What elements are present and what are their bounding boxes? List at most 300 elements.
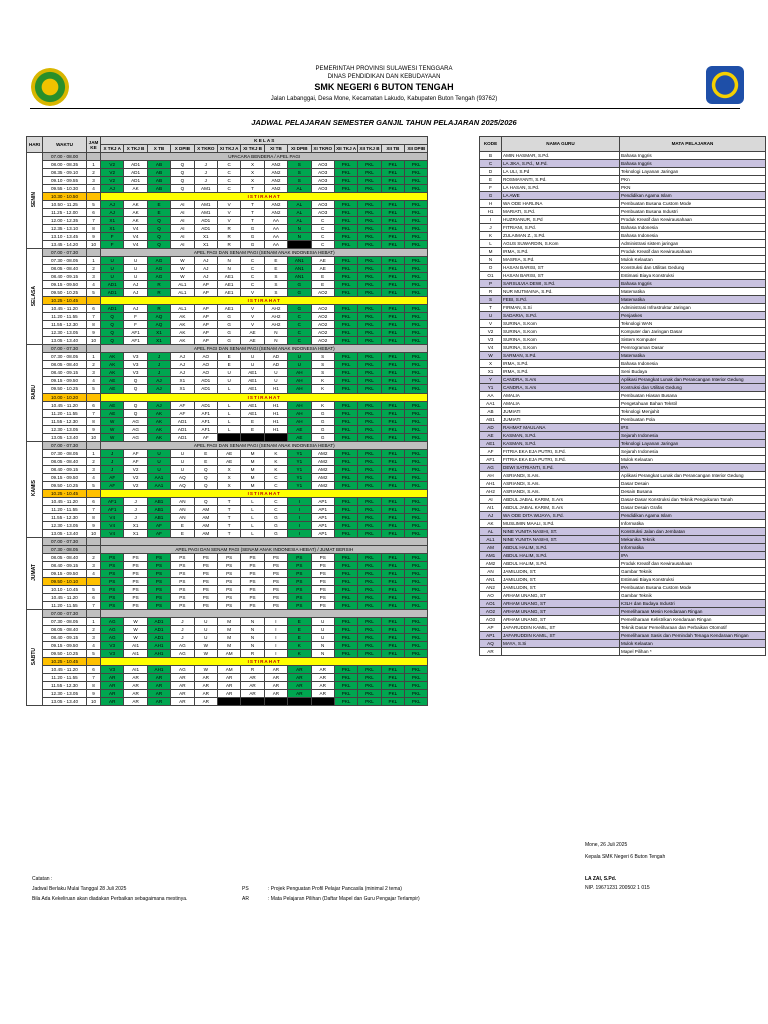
day-cell bbox=[27, 249, 43, 345]
teacher-subject: Bahasa Inggris bbox=[620, 159, 766, 167]
schedule-cell: PKL bbox=[358, 305, 381, 313]
schedule-cell: AR bbox=[311, 690, 334, 698]
schedule-cell: Y1 bbox=[288, 481, 311, 489]
schedule-cell: F bbox=[101, 233, 124, 241]
schedule-cell: PS bbox=[194, 601, 217, 609]
schedule-cell: E bbox=[217, 353, 240, 361]
merged-activity-cell bbox=[101, 537, 428, 545]
schedule-cell: PKL bbox=[358, 641, 381, 649]
schedule-cell: AN2 bbox=[264, 209, 287, 217]
schedule-cell: S bbox=[311, 369, 334, 377]
teacher-row bbox=[480, 263, 766, 271]
schedule-cell: N bbox=[241, 617, 264, 625]
period-cell: 6 bbox=[87, 401, 101, 409]
teacher-name: JAFARUDDIN KAMIL, ST bbox=[502, 624, 620, 632]
schedule-cell: PS bbox=[288, 569, 311, 577]
schedule-cell: AO3 bbox=[311, 185, 334, 193]
schedule-cell: PS bbox=[147, 593, 170, 601]
schedule-cell: Q bbox=[147, 233, 170, 241]
schedule-cell: L bbox=[217, 409, 240, 417]
teacher-code: AO3 bbox=[480, 616, 502, 624]
teacher-row bbox=[480, 600, 766, 608]
schedule-cell: PKL bbox=[334, 273, 357, 281]
schedule-cell: AR bbox=[217, 674, 240, 682]
teacher-row bbox=[480, 424, 766, 432]
schedule-cell: AF bbox=[147, 521, 170, 529]
teacher-name: FIRMAN, S.Si bbox=[502, 303, 620, 311]
time-cell: 13.05 - 13.40 bbox=[43, 698, 87, 706]
schedule-cell: AG bbox=[101, 625, 124, 633]
schedule-cell: V3 bbox=[124, 369, 147, 377]
schedule-cell: W bbox=[101, 433, 124, 441]
teacher-row bbox=[480, 632, 766, 640]
teacher-code: AH2 bbox=[480, 488, 502, 496]
schedule-cell: PKL bbox=[334, 161, 357, 169]
teacher-row bbox=[480, 448, 766, 456]
schedule-cell: PKL bbox=[334, 369, 357, 377]
teacher-row bbox=[480, 520, 766, 528]
teacher-name: ARHAM UNANG, ST bbox=[502, 600, 620, 608]
schedule-cell: PKL bbox=[405, 617, 428, 625]
teacher-code: K bbox=[480, 231, 502, 239]
teacher-row bbox=[480, 231, 766, 239]
schedule-cell: H1 bbox=[264, 409, 287, 417]
teacher-name: RAHMAT MAULANA bbox=[502, 424, 620, 432]
teacher-code: AO2 bbox=[480, 608, 502, 616]
schedule-cell: N bbox=[241, 641, 264, 649]
teacher-row bbox=[480, 616, 766, 624]
sign-nip: NIP. 19671231 200502 1 015 bbox=[585, 885, 650, 891]
period-cell: 1 bbox=[87, 353, 101, 361]
schedule-cell: AF1 bbox=[124, 329, 147, 337]
schedule-cell: PKL bbox=[381, 561, 404, 569]
schedule-cell: S bbox=[264, 281, 287, 289]
teacher-subject: Aplikasi Perangkat Lunak dan Perancangan Interior Gedung bbox=[620, 472, 766, 480]
schedule-cell: AA bbox=[264, 217, 287, 225]
schedule-cell: AE1 bbox=[217, 305, 240, 313]
schedule-cell: G bbox=[288, 305, 311, 313]
schedule-row bbox=[27, 329, 428, 337]
schedule-cell: PKL bbox=[334, 185, 357, 193]
schedule-cell: AF bbox=[124, 457, 147, 465]
schedule-cell: AM bbox=[217, 650, 240, 658]
schedule-cell: AQ bbox=[171, 473, 194, 481]
schedule-cell: E bbox=[288, 625, 311, 633]
schedule-row bbox=[27, 233, 428, 241]
teacher-code: AB1 bbox=[480, 416, 502, 424]
teacher-subject: Desain Busana bbox=[620, 488, 766, 496]
schedule-cell: PKL bbox=[358, 577, 381, 585]
teacher-name: LA AWE bbox=[502, 191, 620, 199]
schedule-cell: G bbox=[264, 529, 287, 537]
period-cell: 10 bbox=[87, 337, 101, 345]
schedule-cell: AE bbox=[241, 329, 264, 337]
schedule-cell: AH bbox=[288, 401, 311, 409]
schedule-cell: AO bbox=[194, 353, 217, 361]
merged-activity-cell bbox=[101, 609, 428, 617]
teacher-row bbox=[480, 215, 766, 223]
schedule-cell: T bbox=[217, 529, 240, 537]
class-header: X DPIB bbox=[171, 145, 194, 153]
teacher-name: HUZRIANUR, S.Pd bbox=[502, 215, 620, 223]
schedule-cell: V2 bbox=[101, 169, 124, 177]
schedule-cell: PKL bbox=[381, 201, 404, 209]
period-cell: 3 bbox=[87, 561, 101, 569]
teacher-row bbox=[480, 167, 766, 175]
schedule-row bbox=[27, 489, 428, 497]
merged-activity-cell: ISTIRAHAT bbox=[101, 193, 428, 201]
schedule-cell: AG bbox=[171, 641, 194, 649]
period-cell: 9 bbox=[87, 233, 101, 241]
schedule-cell: PKL bbox=[405, 473, 428, 481]
teacher-row bbox=[480, 544, 766, 552]
schedule-cell: H1 bbox=[264, 385, 287, 393]
teacher-subject: Mulok Kelautan bbox=[620, 640, 766, 648]
teacher-code: AH1 bbox=[480, 480, 502, 488]
schedule-cell: E bbox=[264, 265, 287, 273]
schedule-cell: G bbox=[217, 321, 240, 329]
teacher-subject: Gambar Teknik bbox=[620, 568, 766, 576]
schedule-cell: V2 bbox=[124, 473, 147, 481]
schedule-cell: PS bbox=[241, 553, 264, 561]
teacher-subject: Mulok Kelautan bbox=[620, 456, 766, 464]
schedule-cell: PS bbox=[288, 577, 311, 585]
schedule-cell: PKL bbox=[381, 553, 404, 561]
time-cell: 10.45 - 11.20 bbox=[43, 593, 87, 601]
time-cell: 07.00 - 07.30 bbox=[43, 345, 87, 353]
period-cell: 7 bbox=[87, 674, 101, 682]
schedule-cell: V bbox=[217, 201, 240, 209]
schedule-cell: X bbox=[241, 161, 264, 169]
teacher-subject: Gambar Teknik bbox=[620, 592, 766, 600]
teacher-code: L bbox=[480, 239, 502, 247]
schedule-cell: PKL bbox=[358, 682, 381, 690]
teacher-subject: Pendidikan Agama Islam bbox=[620, 191, 766, 199]
time-cell: 11.55 - 12.30 bbox=[43, 513, 87, 521]
teacher-row bbox=[480, 175, 766, 183]
teacher-code: E bbox=[480, 175, 502, 183]
schedule-cell: AH2 bbox=[264, 305, 287, 313]
teacher-code: B bbox=[480, 151, 502, 159]
period-cell: 3 bbox=[87, 273, 101, 281]
schedule-cell: AE bbox=[101, 401, 124, 409]
schedule-cell: AE1 bbox=[217, 273, 240, 281]
schedule-cell: E bbox=[241, 417, 264, 425]
schedule-row bbox=[27, 641, 428, 649]
schedule-cell: AH bbox=[288, 369, 311, 377]
schedule-cell: W bbox=[171, 273, 194, 281]
schedule-cell: PKL bbox=[358, 321, 381, 329]
class-header: XI TKJ B bbox=[241, 145, 264, 153]
schedule-cell: PKL bbox=[405, 625, 428, 633]
schedule-cell: C bbox=[241, 265, 264, 273]
schedule-cell: U bbox=[124, 257, 147, 265]
header-divider bbox=[30, 108, 740, 109]
schedule-cell: AR bbox=[194, 682, 217, 690]
schedule-cell: PKL bbox=[381, 593, 404, 601]
teacher-name: SADARIA, S.Pd. bbox=[502, 311, 620, 319]
schedule-cell: V2 bbox=[101, 177, 124, 185]
period-cell: 3 bbox=[87, 633, 101, 641]
schedule-cell: V3 bbox=[101, 666, 124, 674]
notes-heading: Catatan : bbox=[32, 876, 53, 882]
teacher-row bbox=[480, 295, 766, 303]
schedule-cell: PKL bbox=[358, 377, 381, 385]
schedule-cell: PKL bbox=[405, 690, 428, 698]
schedule-cell: AE1 bbox=[241, 385, 264, 393]
teacher-name: DEWI SATRIANTI, S.Pd. bbox=[502, 464, 620, 472]
time-cell: 09.15 - 09.50 bbox=[43, 281, 87, 289]
schedule-row bbox=[27, 633, 428, 641]
teacher-subject: Seni Budaya bbox=[620, 367, 766, 375]
schedule-cell: AO2 bbox=[311, 321, 334, 329]
schedule-cell: PKL bbox=[405, 505, 428, 513]
schedule-cell: J bbox=[171, 633, 194, 641]
schedule-cell: PKL bbox=[334, 209, 357, 217]
schedule-cell: PS bbox=[124, 585, 147, 593]
period-cell: 3 bbox=[87, 369, 101, 377]
schedule-cell: I bbox=[264, 633, 287, 641]
schedule-cell: PKL bbox=[358, 561, 381, 569]
schedule-cell: PKL bbox=[381, 185, 404, 193]
schedule-cell: C bbox=[217, 161, 240, 169]
teacher-row bbox=[480, 191, 766, 199]
schedule-cell: U bbox=[124, 265, 147, 273]
schedule-cell: PS bbox=[217, 569, 240, 577]
day-cell bbox=[27, 345, 43, 441]
teacher-row bbox=[480, 247, 766, 255]
schedule-cell: PKL bbox=[358, 433, 381, 441]
teacher-subject: Konstruksi Jalan dan Jembatan bbox=[620, 528, 766, 536]
schedule-row bbox=[27, 601, 428, 609]
schedule-cell: PS bbox=[217, 585, 240, 593]
teacher-subject: Sejarah Indonesia bbox=[620, 448, 766, 456]
teacher-code: H bbox=[480, 199, 502, 207]
time-cell: 10.00 - 10.20 bbox=[43, 393, 87, 401]
teacher-code: M bbox=[480, 247, 502, 255]
teacher-name: HASAN BARISI, ST bbox=[502, 271, 620, 279]
schedule-cell: PS bbox=[171, 601, 194, 609]
period-cell bbox=[87, 249, 101, 257]
schedule-cell: C bbox=[311, 241, 334, 249]
teacher-name: MUSLIMIN MAALI, S.Pd. bbox=[502, 520, 620, 528]
period-cell: 4 bbox=[87, 377, 101, 385]
schedule-cell: PS bbox=[311, 561, 334, 569]
note-1: Jadwal Berlaku Mulai Tanggal 28 Juli 2025 bbox=[32, 886, 127, 892]
schedule-cell: AK bbox=[171, 313, 194, 321]
schedule-cell: PKL bbox=[381, 457, 404, 465]
schedule-row bbox=[27, 666, 428, 674]
teacher-row bbox=[480, 608, 766, 616]
schedule-row bbox=[27, 658, 428, 666]
schedule-cell: AD1 bbox=[101, 305, 124, 313]
schedule-cell: AP bbox=[194, 337, 217, 345]
schedule-row bbox=[27, 241, 428, 249]
schedule-cell: PS bbox=[241, 601, 264, 609]
schedule-cell: PKL bbox=[405, 361, 428, 369]
teacher-name: SURINA, S.Kom bbox=[502, 327, 620, 335]
schedule-cell: PKL bbox=[405, 265, 428, 273]
teacher-code: AQ bbox=[480, 640, 502, 648]
schedule-cell: PKL bbox=[381, 361, 404, 369]
schedule-row bbox=[27, 345, 428, 353]
schedule-cell: AO bbox=[194, 361, 217, 369]
teacher-code: O1 bbox=[480, 271, 502, 279]
schedule-cell: AJ bbox=[194, 265, 217, 273]
teacher-row bbox=[480, 488, 766, 496]
schedule-cell: AR bbox=[194, 674, 217, 682]
schedule-cell: PKL bbox=[405, 417, 428, 425]
teacher-name: ARHAM UNANG, ST bbox=[502, 592, 620, 600]
schedule-cell: Q bbox=[124, 377, 147, 385]
time-cell: 09.15 - 09.50 bbox=[43, 641, 87, 649]
schedule-cell: U bbox=[217, 377, 240, 385]
teacher-row bbox=[480, 183, 766, 191]
schedule-cell: M bbox=[241, 457, 264, 465]
schedule-cell: S bbox=[288, 169, 311, 177]
schedule-cell: L bbox=[241, 529, 264, 537]
schedule-cell: AH bbox=[288, 409, 311, 417]
teacher-name: JAFARUDDIN KAMIL, ST bbox=[502, 632, 620, 640]
schedule-cell: AE bbox=[241, 337, 264, 345]
teacher-code: N bbox=[480, 255, 502, 263]
teacher-row bbox=[480, 319, 766, 327]
schedule-cell: AL bbox=[288, 185, 311, 193]
schedule-cell: U bbox=[311, 625, 334, 633]
teacher-code: AP bbox=[480, 624, 502, 632]
schedule-cell: PS bbox=[311, 585, 334, 593]
schedule-cell: AH1 bbox=[147, 666, 170, 674]
schedule-cell: PKL bbox=[334, 433, 357, 441]
schedule-cell: PKL bbox=[381, 305, 404, 313]
schedule-cell: X1 bbox=[101, 217, 124, 225]
schedule-cell: S bbox=[311, 361, 334, 369]
schedule-cell: X bbox=[241, 169, 264, 177]
schedule-cell: AE1 bbox=[241, 369, 264, 377]
period-cell: 9 bbox=[87, 425, 101, 433]
schedule-cell: E bbox=[264, 257, 287, 265]
schedule-cell: V4 bbox=[101, 529, 124, 537]
schedule-cell: G bbox=[288, 289, 311, 297]
schedule-cell: V2 bbox=[124, 481, 147, 489]
schedule-cell: C bbox=[288, 313, 311, 321]
schedule-cell: PKL bbox=[405, 169, 428, 177]
schedule-cell: PKL bbox=[405, 273, 428, 281]
time-cell: 07.00 - 07.30 bbox=[43, 441, 87, 449]
schedule-cell: PKL bbox=[358, 625, 381, 633]
schedule-cell: AF1 bbox=[101, 505, 124, 513]
schedule-cell: AR bbox=[124, 698, 147, 706]
schedule-cell: Q bbox=[147, 225, 170, 233]
schedule-cell: PS bbox=[311, 577, 334, 585]
school-name: SMK NEGERI 6 BUTON TENGAH bbox=[314, 82, 454, 92]
teacher-subject: Pengetahuan Bahan Tekstil bbox=[620, 399, 766, 407]
schedule-cell: AK bbox=[171, 337, 194, 345]
schedule-cell: AG bbox=[101, 633, 124, 641]
schedule-row bbox=[27, 617, 428, 625]
schedule-cell: PKL bbox=[358, 417, 381, 425]
teacher-row bbox=[480, 351, 766, 359]
teacher-code: F bbox=[480, 183, 502, 191]
teacher-code: V2 bbox=[480, 327, 502, 335]
teacher-code: W bbox=[480, 351, 502, 359]
schedule-cell: PKL bbox=[334, 633, 357, 641]
schedule-cell: AP1 bbox=[311, 521, 334, 529]
sign-role: Kepala SMK Negeri 6 Buton Tengah bbox=[585, 854, 666, 860]
schedule-cell: AL bbox=[288, 217, 311, 225]
schedule-cell: V4 bbox=[124, 225, 147, 233]
schedule-cell: AJ bbox=[101, 201, 124, 209]
time-cell: 11.20 - 11.55 bbox=[43, 409, 87, 417]
schedule-cell: PKL bbox=[358, 265, 381, 273]
schedule-cell: AM bbox=[217, 666, 240, 674]
schedule-cell: AK bbox=[101, 361, 124, 369]
teacher-name: JAMILUDIN, ST. bbox=[502, 576, 620, 584]
time-cell: 11.55 - 12.30 bbox=[43, 417, 87, 425]
schedule-cell: V bbox=[241, 313, 264, 321]
schedule-cell: PKL bbox=[334, 561, 357, 569]
teacher-subject: Matematika bbox=[620, 351, 766, 359]
teacher-row bbox=[480, 391, 766, 399]
schedule-row bbox=[27, 257, 428, 265]
merged-activity-cell: ISTIRAHAT bbox=[101, 489, 428, 497]
class-header: X TKJ B bbox=[124, 145, 147, 153]
teacher-code: C bbox=[480, 159, 502, 167]
schedule-cell: PKL bbox=[358, 473, 381, 481]
schedule-cell: AH bbox=[288, 417, 311, 425]
schedule-cell: PKL bbox=[405, 521, 428, 529]
schedule-cell: AD1 bbox=[124, 169, 147, 177]
schedule-cell: PKL bbox=[405, 601, 428, 609]
time-cell: 09.50 - 10.25 bbox=[43, 481, 87, 489]
schedule-cell: PKL bbox=[381, 409, 404, 417]
period-cell: 7 bbox=[87, 409, 101, 417]
schedule-cell: PS bbox=[124, 577, 147, 585]
hari-header: HARI bbox=[27, 137, 43, 153]
schedule-row bbox=[27, 337, 428, 345]
schedule-cell bbox=[288, 698, 311, 706]
schedule-cell: AK bbox=[147, 425, 170, 433]
schedule-row bbox=[27, 625, 428, 633]
schedule-cell: AR bbox=[288, 690, 311, 698]
teacher-row bbox=[480, 383, 766, 391]
schedule-cell: PKL bbox=[405, 257, 428, 265]
schedule-cell: W bbox=[194, 666, 217, 674]
teacher-subject: Mapel Pilihan * bbox=[620, 648, 766, 656]
schedule-cell: PKL bbox=[358, 209, 381, 217]
teacher-subject: K3LH dan Budaya Industri bbox=[620, 600, 766, 608]
schedule-row bbox=[27, 553, 428, 561]
schedule-cell: PKL bbox=[381, 473, 404, 481]
schedule-cell: AO bbox=[194, 369, 217, 377]
teacher-row bbox=[480, 568, 766, 576]
schedule-cell: PS bbox=[241, 561, 264, 569]
teacher-row bbox=[480, 416, 766, 424]
schedule-cell: PKL bbox=[381, 401, 404, 409]
schedule-cell: PKL bbox=[358, 601, 381, 609]
period-cell bbox=[87, 193, 101, 201]
schedule-cell: U bbox=[288, 361, 311, 369]
teacher-subject: Sistem Komputer bbox=[620, 335, 766, 343]
schedule-row bbox=[27, 265, 428, 273]
schedule-cell: AJ bbox=[124, 289, 147, 297]
schedule-cell: AE1 bbox=[217, 289, 240, 297]
schedule-cell: R bbox=[217, 233, 240, 241]
time-cell: 11.55 - 12.30 bbox=[43, 682, 87, 690]
schedule-cell: AJ bbox=[147, 377, 170, 385]
schedule-cell: U bbox=[217, 369, 240, 377]
schedule-cell: PKL bbox=[381, 233, 404, 241]
